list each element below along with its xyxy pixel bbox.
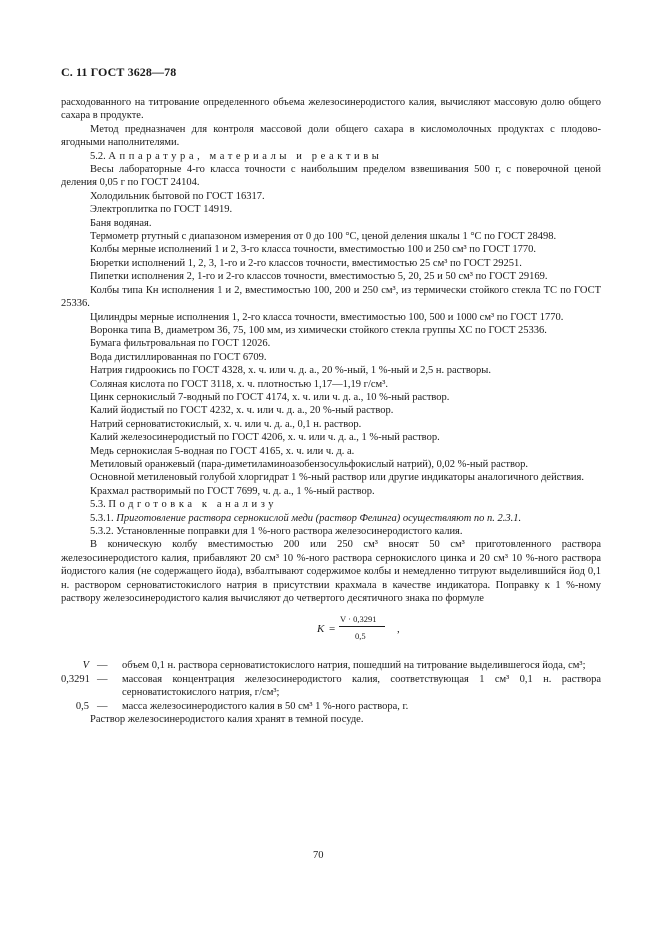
formula-lhs: K (317, 623, 325, 636)
section-heading: Подготовка к анализу (108, 499, 278, 511)
page-number: 70 (313, 850, 324, 861)
definition-text: объем 0,1 н. раствора серноватистокислого натрия, пошедший на титрование выделившегося йода, см³; (122, 660, 586, 672)
definition-list (61, 659, 601, 713)
paragraph: Цинк сернокислый 7-водный по ГОСТ 4174, х. ч. или ч. д. а., 10 %-ный раствор. (90, 391, 450, 403)
paragraph (61, 498, 601, 511)
section-number: 5.3.1. (90, 512, 114, 524)
paragraph: расходованного на титрование определенного объема железосинеродистого калия, вычисляют массовую долю общего сахара в продукте. (61, 97, 601, 122)
paragraph: Бумага фильтровальная по ГОСТ 12026. (90, 338, 271, 350)
paragraph: Цилиндры мерные исполнения 1, 2-го класса точности, вместимостью 100, 500 и 1000 см³ по ГОСТ 1770. (90, 311, 564, 323)
paragraph: Метиловый оранжевый (пара-диметиламиноазобензосульфокислый натрий), 0,02 %-ный раствор. (90, 458, 528, 470)
paragraph: Баня водяная. (90, 217, 152, 229)
formula (61, 611, 601, 655)
definition-item (61, 659, 601, 672)
paragraph: Колбы типа Кн исполнения 1 и 2, вместимостью 100, 200 и 250 см³, из термически стойкого стекла ТС по ГОСТ 25336. (61, 284, 601, 310)
definition-text: массовая концентрация железосинеродистого калия, соответствующая 1 см³ 0,1 н. раствора серноватистокислого натрия, г/см³; (122, 673, 601, 699)
paragraph: Калий йодистый по ГОСТ 4232, х. ч. или ч. д. а., 20 %-ный раствор. (90, 405, 394, 417)
section-heading: Аппаратура, материалы и реактивы (108, 150, 383, 162)
paragraph: Весы лабораторные 4-го класса точности с наибольшим пределом взвешивания 500 г, с поверочной ценой деления 0,05 г по ГОСТ 24104. (61, 164, 601, 189)
paragraph: Электроплитка по ГОСТ 14919. (90, 204, 233, 216)
definition-symbol: 0,5 (75, 700, 89, 712)
definition-symbol: V (82, 660, 89, 672)
definition-symbol: 0,3291 (61, 673, 90, 685)
formula-equals: = (329, 623, 336, 636)
paragraph: Бюретки исполнений 1, 2, 3, 1-го и 2-го классов точности, вместимостью 25 см³ по ГОСТ 29251. (90, 257, 522, 269)
paragraph: Соляная кислота по ГОСТ 3118, х. ч. плотностью 1,17—1,19 г/см³. (90, 378, 388, 390)
definition-text: масса железосинеродистого калия в 50 см³ 1 %-ного раствора, г. (122, 700, 409, 712)
paragraph (61, 512, 601, 525)
paragraph: Холодильник бытовой по ГОСТ 16317. (90, 190, 265, 202)
paragraph: Вода дистиллированная по ГОСТ 6709. (90, 351, 267, 363)
definition-dash: — (97, 660, 108, 672)
paragraph: Термометр ртутный с диапазоном измерения от 0 до 100 °С, ценой деления шкалы 1 °С по ГОСТ 28498. (90, 231, 557, 243)
section-number: 5.2. (90, 150, 106, 162)
formula-denominator: 0,5 (355, 631, 366, 642)
formula-comma: , (397, 623, 400, 636)
paragraph: Метод предназначен для контроля массовой доли общего сахара в кисломолочных продуктах с плодово-ягодными наполнителями. (61, 123, 601, 149)
definition-item (61, 700, 601, 713)
paragraph: Натрия гидроокись по ГОСТ 4328, х. ч. или ч. д. а., 20 %-ный, 1 %-ный и 2,5 н. растворы. (90, 365, 491, 377)
paragraph: Медь сернокислая 5-водная по ГОСТ 4165, х. ч. или ч. д. а. (90, 445, 355, 457)
definition-dash: — (97, 700, 108, 712)
definition-item (61, 673, 601, 700)
paragraph: Колбы мерные исполнений 1 и 2, 3-го класса точности, вместимостью 100 и 250 см³ по ГОСТ 1770. (90, 244, 536, 256)
section-subheading: Приготовление раствора сернокислой меди (раствор Фелинга) осуществляют по п. 2.3.1. (116, 512, 522, 524)
paragraph (61, 150, 601, 163)
paragraph-list (61, 96, 601, 605)
document-body (61, 96, 601, 726)
definition-dash: — (97, 673, 108, 685)
paragraph: Основной метиленовый голубой хлоргидрат 1 %-ный раствор или другие индикаторы аналогичного действия. (90, 472, 584, 484)
paragraph: В коническую колбу вместимостью 200 или 250 см³ вносят 50 см³ приготовленного раствора железосинеродистого калия, прибавляют 20 см³ 10 %-ного раствора сернокислого цинка и 20 см³ 10 %-ного раствора йодистого калия (не содержащего йода), взбалтывают содержимое колбы и немедленно титруют выделившийся йод 0,1 н. раствором серноватистокислого натрия в присутствии крахмала в качестве индикатора. Поправку к 1 %-ному раствору железосинеродистого калия вычисляют до четвертого десятичного знака по формуле (61, 539, 601, 605)
formula-numerator: V · 0,3291 (340, 614, 377, 625)
paragraph: 5.3.2. Установленные поправки для 1 %-ного раствора железосинеродистого калия. (90, 526, 463, 537)
section-number: 5.3. (90, 499, 106, 511)
fraction-bar (339, 626, 385, 627)
paragraph: Калий железосинеродистый по ГОСТ 4206, х. ч. или ч. д. а., 1 %-ный раствор. (90, 432, 440, 444)
page-header: С. 11 ГОСТ 3628—78 (61, 65, 177, 79)
paragraph: Натрий серноватистокислый, х. ч. или ч. д. а., 0,1 н. раствор. (90, 418, 362, 430)
paragraph: Крахмал растворимый по ГОСТ 7699, ч. д. а., 1 %-ный раствор. (90, 485, 375, 497)
paragraph: Воронка типа В, диаметром 36, 75, 100 мм, из химически стойкого стекла группы ХС по ГОСТ 25336. (90, 324, 547, 336)
closing-paragraph: Раствор железосинеродистого калия хранят в темной посуде. (90, 714, 364, 726)
paragraph: Пипетки исполнения 2, 1-го и 2-го классов точности, вместимостью 5, 20, 25 и 50 см³ по ГОСТ 29169. (90, 271, 548, 283)
